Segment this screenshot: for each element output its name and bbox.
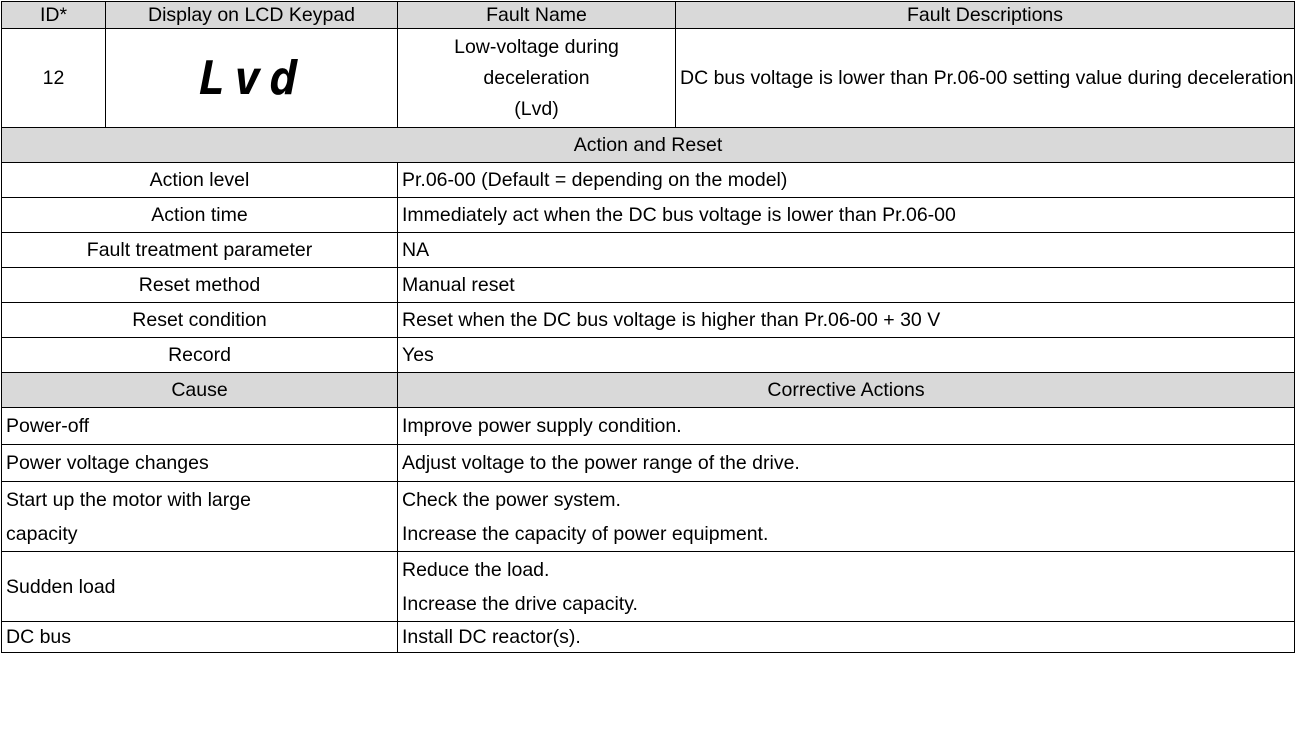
header-fault-descriptions: Fault Descriptions <box>676 2 1295 29</box>
cause-cell: Power-off <box>2 408 398 445</box>
cause-header-row <box>2 373 1295 408</box>
action-reset-row <box>2 233 1295 268</box>
action-reset-row <box>2 338 1295 373</box>
cause-row <box>2 482 1295 552</box>
cause-cell <box>2 482 398 552</box>
action-reset-label: Action level <box>2 163 398 198</box>
lcd-display-cell <box>106 29 398 128</box>
fault-name-line: (Lvd) <box>514 97 559 120</box>
lcd-display-code: Lvd <box>197 51 306 105</box>
corrective-action-cell: Install DC reactor(s). <box>398 622 1295 653</box>
fault-name-line: deceleration <box>483 66 590 89</box>
fault-table <box>1 1 1295 653</box>
corrective-actions-header: Corrective Actions <box>398 373 1295 408</box>
action-reset-value: Reset when the DC bus voltage is higher than Pr.06-00 + 30 V <box>398 303 1295 338</box>
cause-cell: DC bus <box>2 622 398 653</box>
action-reset-row <box>2 268 1295 303</box>
action-reset-label: Record <box>2 338 398 373</box>
cause-cell: Power voltage changes <box>2 445 398 482</box>
action-reset-label: Reset condition <box>2 303 398 338</box>
cause-row <box>2 408 1295 445</box>
fault-row <box>2 29 1295 128</box>
action-reset-label: Action time <box>2 198 398 233</box>
fault-description: DC bus voltage is lower than Pr.06-00 setting value during deceleration <box>676 29 1295 128</box>
action-reset-label: Reset method <box>2 268 398 303</box>
corrective-action-line: Check the power system. <box>402 488 621 511</box>
cause-header: Cause <box>2 373 398 408</box>
corrective-action-line: Increase the capacity of power equipment. <box>402 522 769 545</box>
header-fault-name: Fault Name <box>398 2 676 29</box>
cause-cell: Sudden load <box>2 552 398 622</box>
corrective-action-line: Reduce the load. <box>402 558 550 581</box>
cause-row <box>2 445 1295 482</box>
cause-line: Start up the motor with large <box>6 488 251 511</box>
cause-line: capacity <box>6 522 78 545</box>
action-reset-value: Pr.06-00 (Default = depending on the model) <box>398 163 1295 198</box>
corrective-action-cell: Improve power supply condition. <box>398 408 1295 445</box>
fault-name-cell <box>398 29 676 128</box>
cause-row <box>2 622 1295 653</box>
action-reset-value: Manual reset <box>398 268 1295 303</box>
action-reset-label: Fault treatment parameter <box>2 233 398 268</box>
header-id: ID* <box>2 2 106 29</box>
action-reset-row <box>2 198 1295 233</box>
action-reset-heading: Action and Reset <box>2 128 1295 163</box>
fault-header-row <box>2 2 1295 29</box>
action-reset-value: Immediately act when the DC bus voltage is lower than Pr.06-00 <box>398 198 1295 233</box>
corrective-action-cell: Adjust voltage to the power range of the drive. <box>398 445 1295 482</box>
section-row <box>2 128 1295 163</box>
fault-id: 12 <box>2 29 106 128</box>
action-reset-row <box>2 303 1295 338</box>
corrective-action-cell <box>398 552 1295 622</box>
action-reset-row <box>2 163 1295 198</box>
action-reset-value: Yes <box>398 338 1295 373</box>
corrective-action-line: Increase the drive capacity. <box>402 592 638 615</box>
action-reset-value: NA <box>398 233 1295 268</box>
cause-row <box>2 552 1295 622</box>
header-display: Display on LCD Keypad <box>106 2 398 29</box>
fault-name-line: Low-voltage during <box>454 35 619 58</box>
corrective-action-cell <box>398 482 1295 552</box>
